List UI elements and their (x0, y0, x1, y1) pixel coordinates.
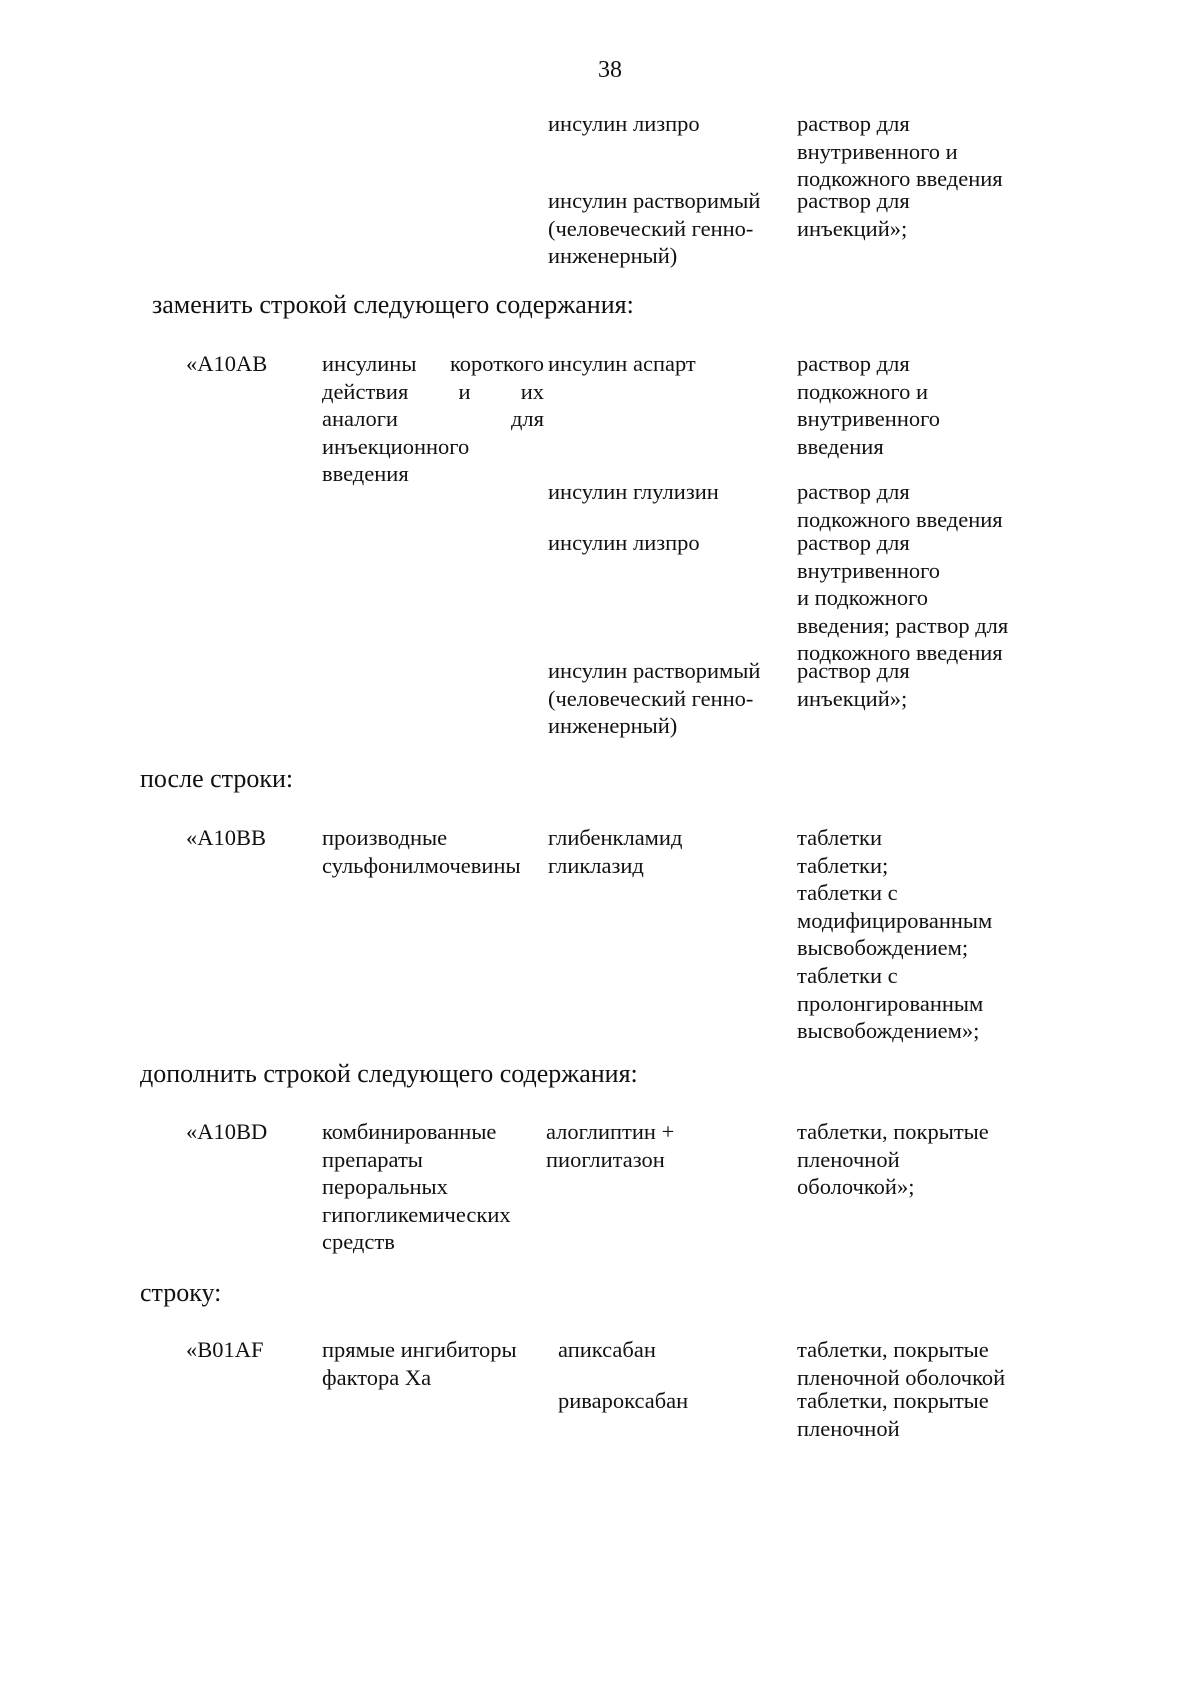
drug-name: инсулин аспарт (548, 351, 696, 376)
dosage-form: таблетки, покрытые пленочной оболочкой»; (797, 1119, 989, 1200)
dosage-form: раствор для инъекций»; (797, 188, 910, 241)
drug-name: инсулин глулизин (548, 479, 719, 504)
atc-code: «A10BD (186, 1119, 268, 1144)
drug-name: инсулин лизпро (548, 111, 700, 136)
drug-name: инсулин растворимый (человеческий генно- инженерный) (548, 658, 761, 739)
section-heading: после строки: (140, 764, 294, 793)
drug-group: инсулины короткого действия и их аналоги для инъекционного введения (322, 351, 544, 487)
drug-name: алоглиптин + пиоглитазон (546, 1119, 675, 1172)
dosage-form: раствор для инъекций»; (797, 658, 910, 711)
drug-name: инсулин растворимый (человеческий генно- инженерный) (548, 188, 761, 269)
drug-name: глибенкламид гликлазид (548, 825, 683, 878)
page-number: 38 (598, 57, 622, 83)
section-heading: дополнить строкой следующего содержания: (140, 1059, 638, 1088)
dosage-form: раствор для внутривенного и подкожного введения (797, 111, 1003, 192)
dosage-form: таблетки таблетки; таблетки с модифицированным высвобождением; таблетки с пролонгированным высвобождением»; (797, 825, 993, 1044)
drug-name: инсулин лизпро (548, 530, 700, 555)
section-heading: строку: (140, 1278, 222, 1307)
drug-name: апиксабан (558, 1337, 656, 1362)
drug-group: производные сульфонилмочевины (322, 825, 521, 878)
dosage-form: раствор для внутривенного и подкожного введения; раствор для подкожного введения (797, 530, 1009, 666)
section-heading: заменить строкой следующего содержания: (152, 290, 634, 319)
drug-name: ривароксабан (558, 1388, 689, 1413)
drug-group: прямые ингибиторы фактора Ха (322, 1337, 517, 1390)
drug-group: комбинированные препараты пероральных гипогликемических средств (322, 1119, 511, 1255)
dosage-form: таблетки, покрытые пленочной (797, 1388, 989, 1441)
atc-code: «B01AF (186, 1337, 264, 1362)
dosage-form: раствор для подкожного и внутривенного введения (797, 351, 941, 459)
atc-code: «A10BB (186, 825, 267, 850)
dosage-form: раствор для подкожного введения (797, 479, 1003, 532)
dosage-form: таблетки, покрытые пленочной оболочкой (797, 1337, 1006, 1390)
atc-code: «A10AB (186, 351, 268, 376)
